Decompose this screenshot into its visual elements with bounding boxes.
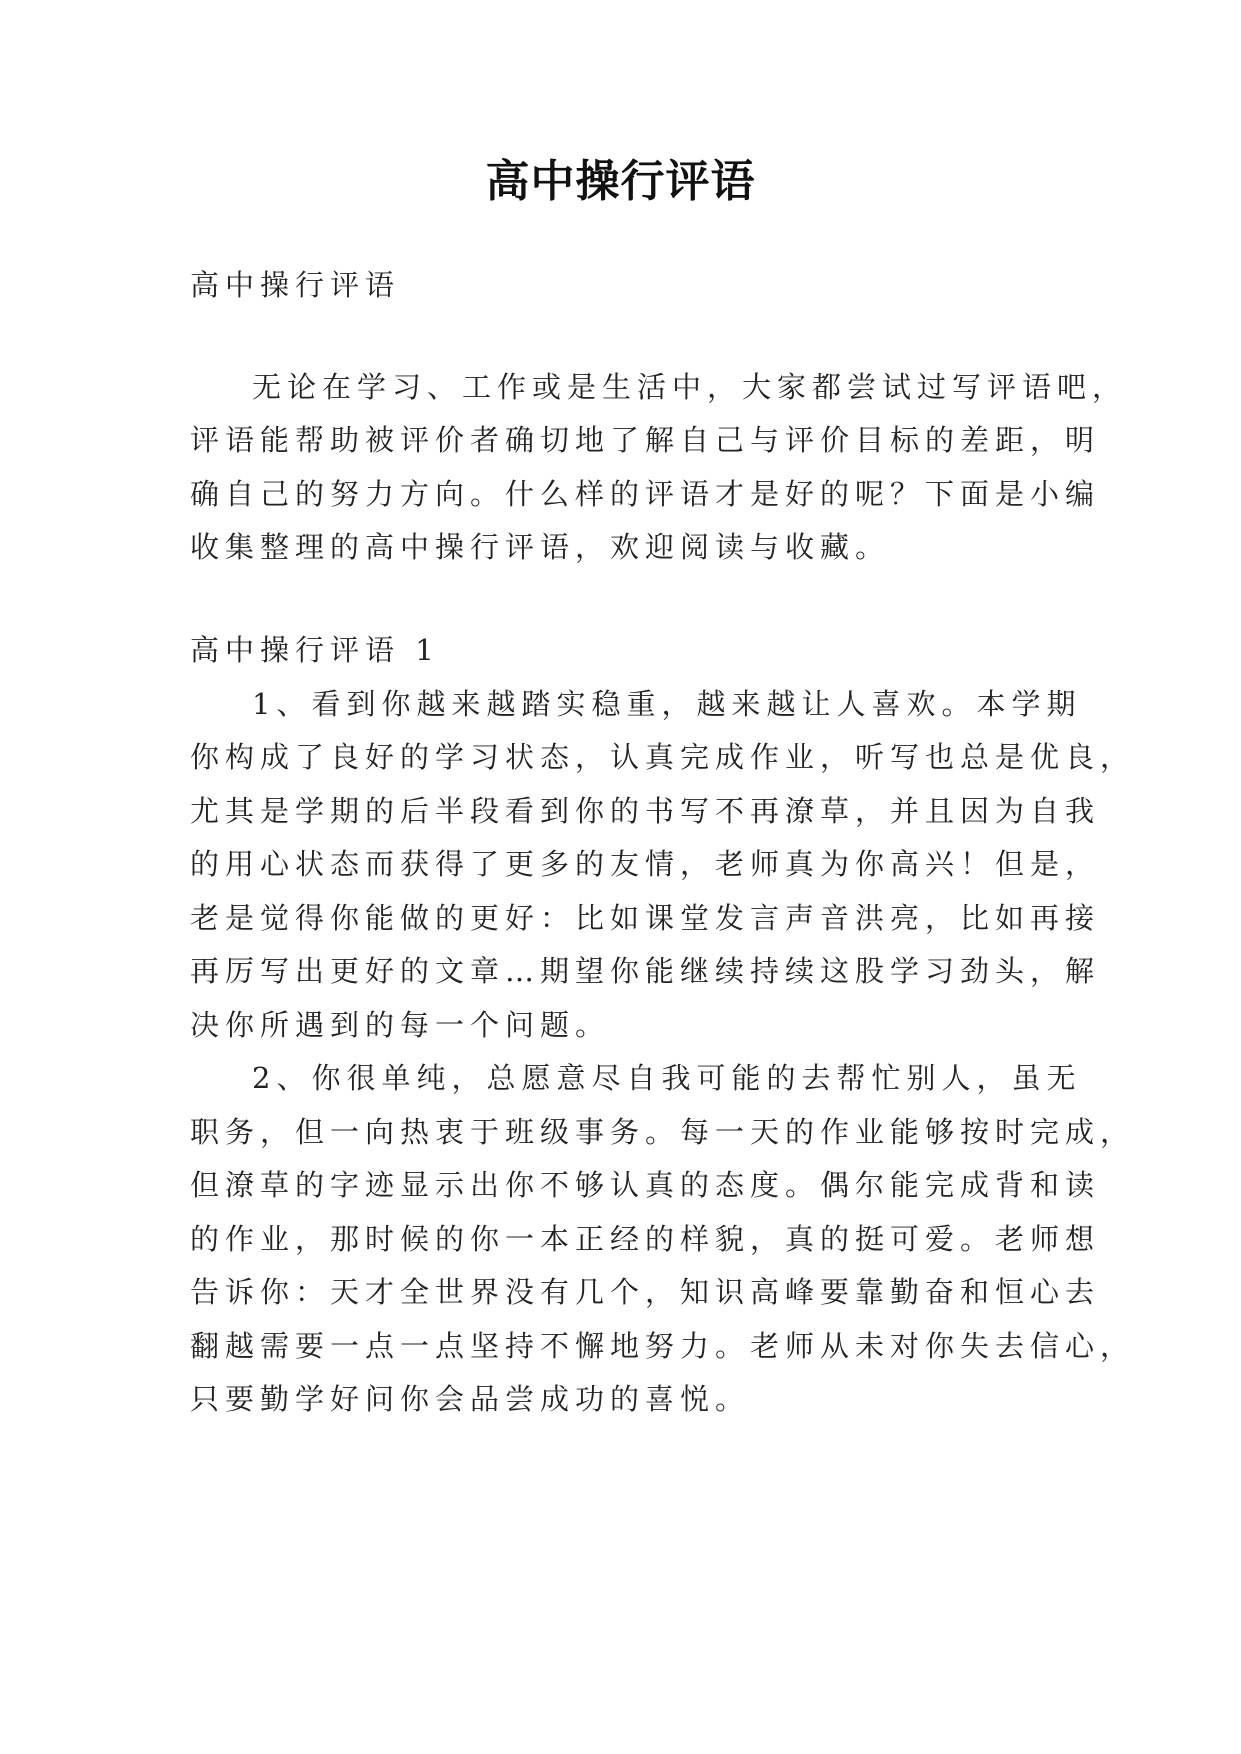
- subtitle: 高中操行评语: [190, 268, 401, 302]
- item1-line: 老是觉得你能做的更好：比如课堂发言声音洪亮，比如再接: [190, 901, 1101, 935]
- item1-line: 尤其是学期的后半段看到你的书写不再潦草，并且因为自我: [190, 794, 1101, 828]
- item2-line: 翻越需要一点一点坚持不懈地努力。老师从未对你失去信心，: [190, 1329, 1136, 1363]
- item1-line: 的用心状态而获得了更多的友情，老师真为你高兴！但是，: [190, 847, 1101, 881]
- item1-line: 再厉写出更好的文章…期望你能继续持续这股学习劲头，解: [190, 954, 1101, 988]
- item2-line: 2、你很单纯，总愿意尽自我可能的去帮忙别人，虽无: [252, 1061, 1082, 1095]
- intro-line: 收集整理的高中操行评语，欢迎阅读与收藏。: [190, 530, 891, 564]
- intro-line: 无论在学习、工作或是生活中，大家都尝试过写评语吧，: [252, 370, 1128, 404]
- item1-line: 1、看到你越来越踏实稳重，越来越让人喜欢。本学期: [252, 687, 1082, 721]
- item2-line: 告诉你：天才全世界没有几个，知识高峰要靠勤奋和恒心去: [190, 1275, 1101, 1309]
- item1-line: 你构成了良好的学习状态，认真完成作业，听写也总是优良，: [190, 740, 1136, 774]
- intro-line: 评语能帮助被评价者确切地了解自己与评价目标的差距，明: [190, 423, 1101, 457]
- item1-line: 决你所遇到的每一个问题。: [190, 1008, 611, 1042]
- section-heading: 高中操行评语 1: [190, 633, 440, 667]
- intro-line: 确自己的努力方向。什么样的评语才是好的呢？下面是小编: [190, 477, 1101, 511]
- document-title: 高中操行评语: [485, 156, 756, 207]
- item2-line: 但潦草的字迹显示出你不够认真的态度。偶尔能完成背和读: [190, 1168, 1101, 1202]
- item2-line: 的作业，那时候的你一本正经的样貌，真的挺可爱。老师想: [190, 1222, 1101, 1256]
- item2-line: 职务，但一向热衷于班级事务。每一天的作业能够按时完成，: [190, 1115, 1136, 1149]
- item2-line: 只要勤学好问你会品尝成功的喜悦。: [190, 1382, 751, 1416]
